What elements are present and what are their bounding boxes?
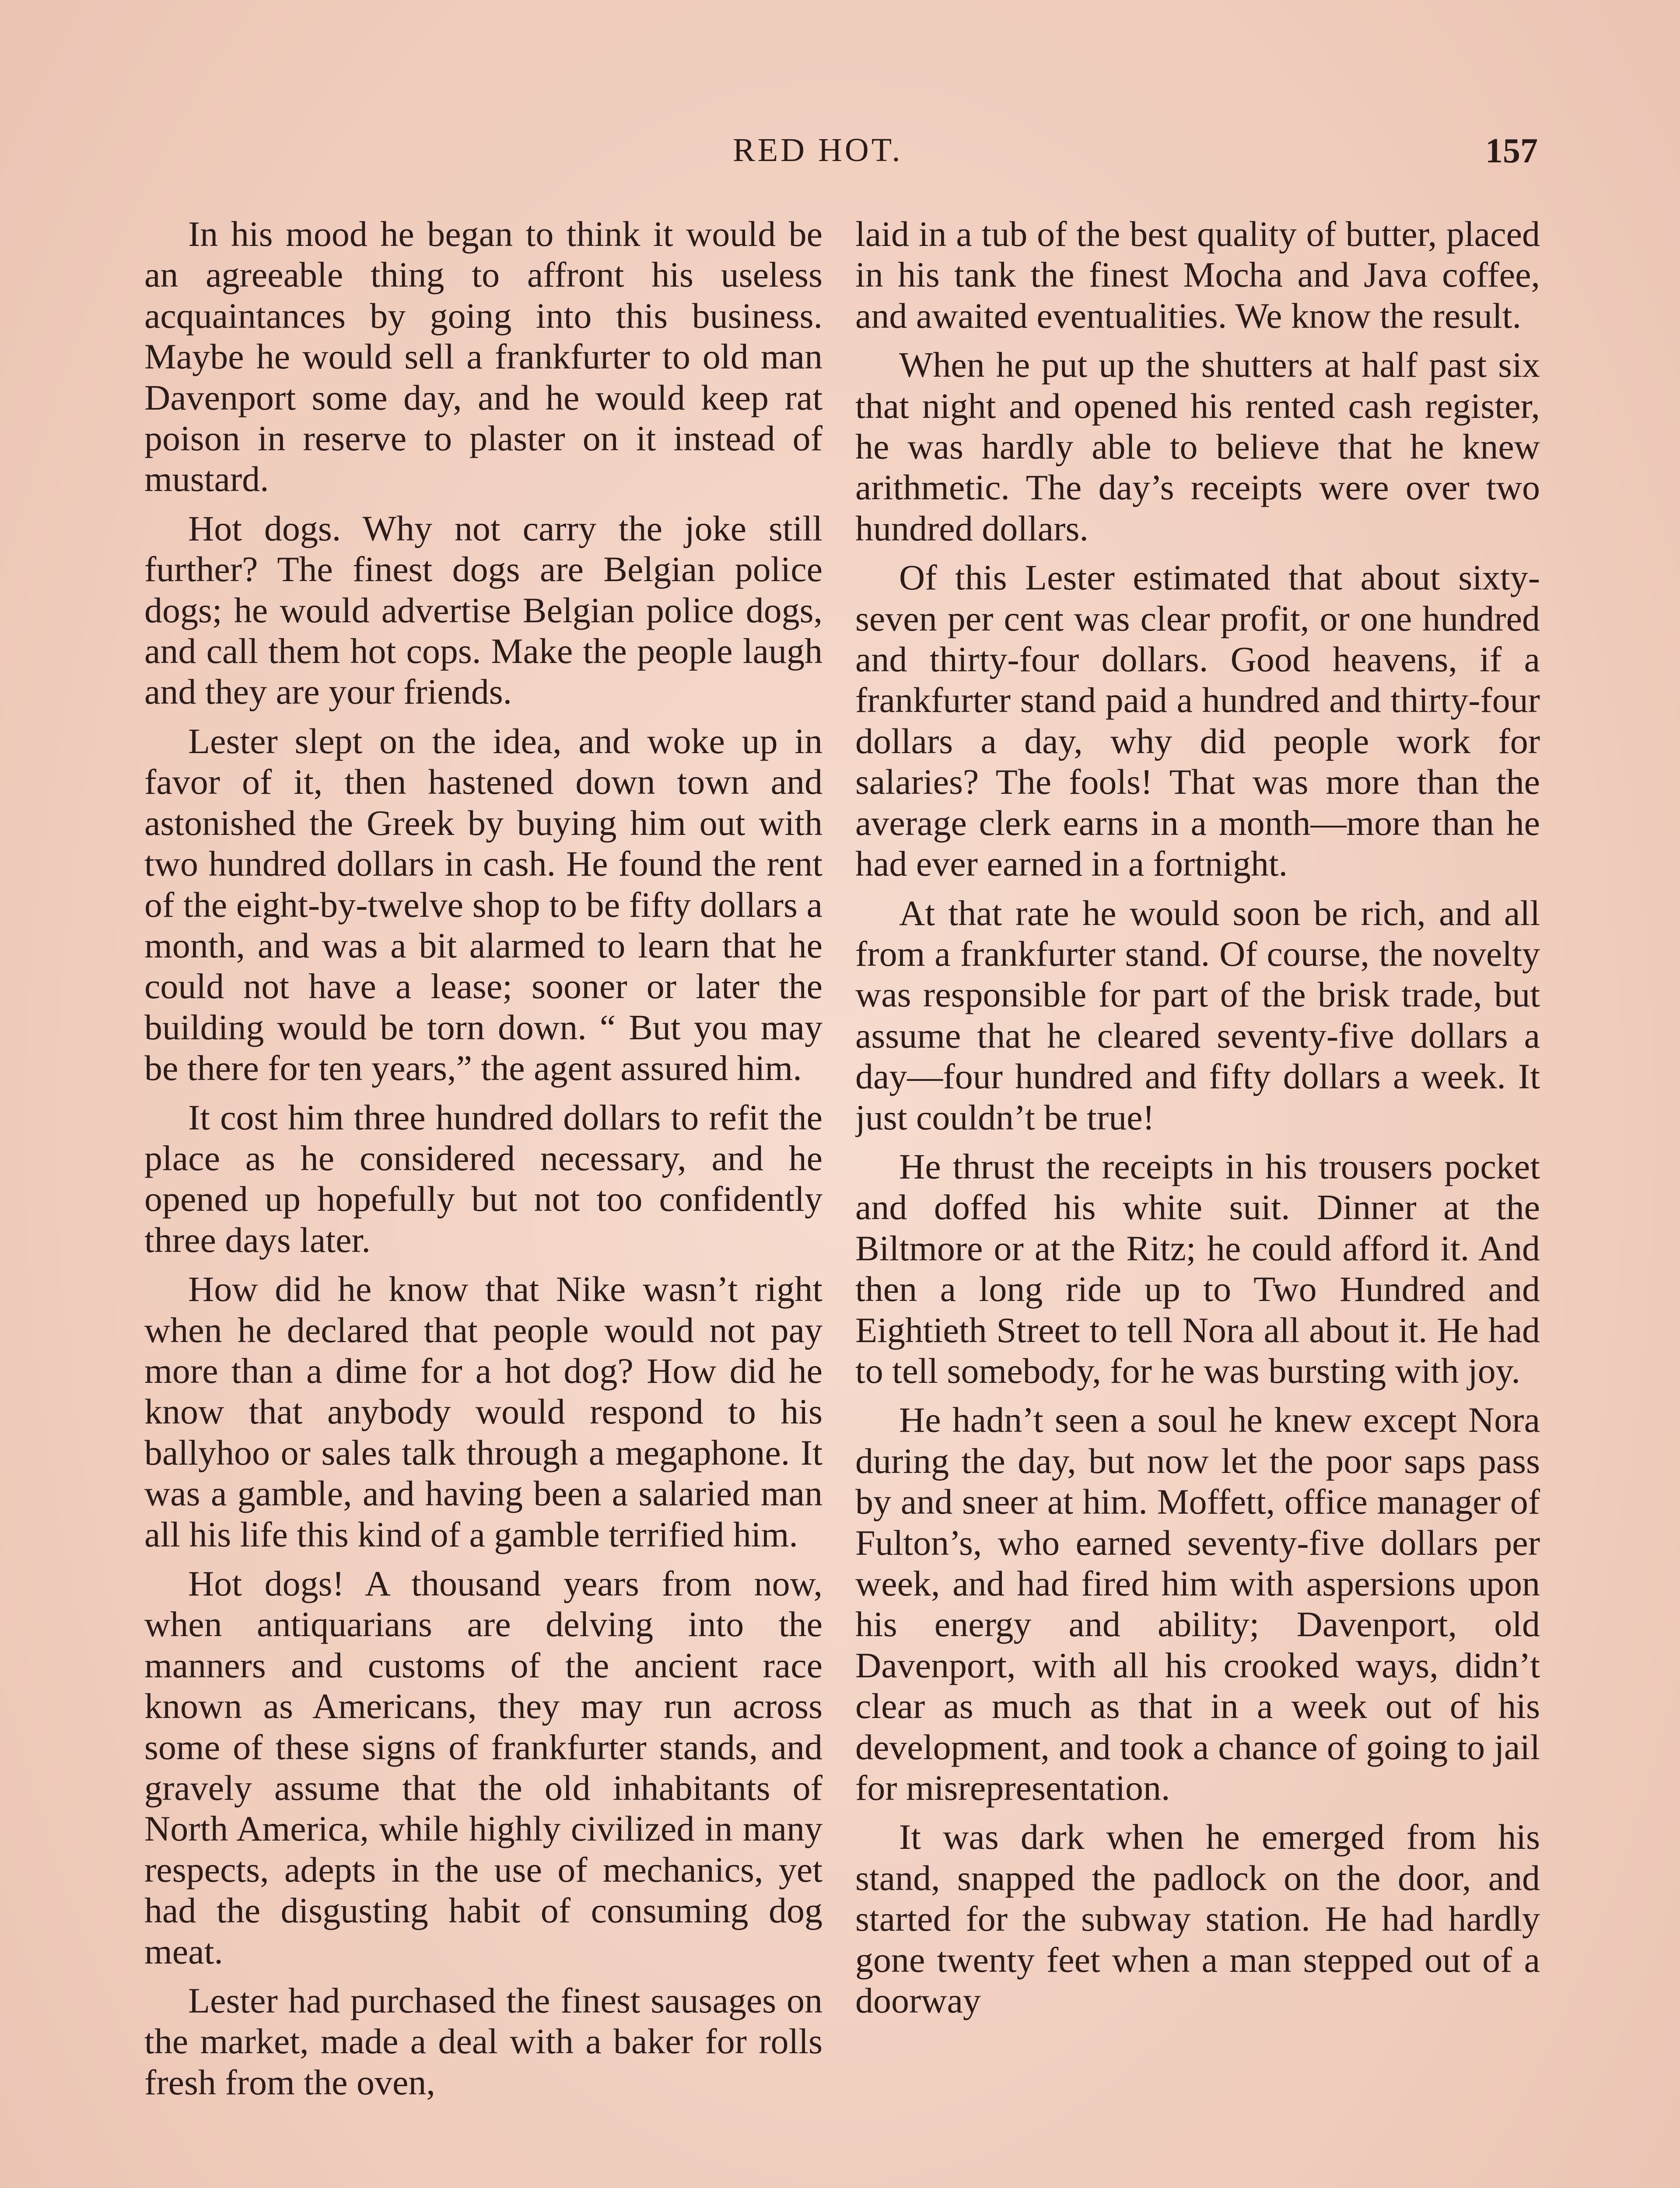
- paragraph: Hot dogs! A thousand years from now, when antiquarians are delving into the manners and customs of the ancient race known as Americans, they may run across some of these signs of frankfurter stands, and gravely assume that the old inhabitants of North America, while highly civilized in many respects, adepts in the use of mechanics, yet had the disgusting habit of consuming dog meat.: [144, 1564, 822, 1971]
- paragraph: In his mood he began to think it would be an agreeable thing to affront his useless acquaintances by going into this business. Maybe he would sell a frankfurter to old man Davenport some day, and he would keep rat poison in reserve to plaster on it instead of mustard.: [144, 214, 822, 499]
- paragraph: It was dark when he emerged from his stand, snapped the padlock on the door, and started for the subway station. He had hardly gone twenty feet when a man stepped out of a doorway: [855, 1817, 1540, 2021]
- paragraph: Lester slept on the idea, and woke up in favor of it, then hastened down town and astonished the Greek by buying him out with two hundred dollars in cash. He found the rent of the eight-by-twelve shop to be fifty dollars a month, and was a bit alarmed to learn that he could not have a lease; sooner or later the building would be torn down. “ But you may be there for ten years,” the agent assured him.: [144, 721, 822, 1088]
- paragraph: It cost him three hundred dollars to refit the place as he considered necessary, and he opened up hopefully but not too confidently three days later.: [144, 1097, 822, 1260]
- paragraph: He thrust the receipts in his trousers pocket and doffed his white suit. Dinner at the Biltmore or at the Ritz; he could afford it. And then a long ride up to Two Hundred and Eightieth Street to tell Nora all about it. He had to tell somebody, for he was bursting with joy.: [855, 1146, 1540, 1391]
- paragraph-continued: laid in a tub of the best quality of butter, placed in his tank the finest Mocha and Java coffee, and awaited eventualities. We know the result.: [855, 214, 1540, 336]
- page-number: 157: [1485, 132, 1538, 170]
- paragraph: Hot dogs. Why not carry the joke still further? The finest dogs are Belgian police dogs; he would advertise Belgian police dogs, and call them hot cops. Make the people laugh and they are your friends.: [144, 508, 822, 712]
- paragraph: At that rate he would soon be rich, and all from a frankfurter stand. Of course, the novelty was responsible for part of the brisk trade, but assume that he cleared seventy-five dollars a day—four hundred and fifty dollars a week. It just couldn’t be true!: [855, 893, 1540, 1137]
- page-header: [0, 131, 1680, 184]
- paragraph: Of this Lester estimated that about sixty-seven per cent was clear profit, or one hundred and thirty-four dollars. Good heavens, if a frankfurter stand paid a hundred and thirty-four dollars a day, why did people work for salaries? The fools! That was more than the average clerk earns in a month—more than he had ever earned in a fortnight.: [855, 558, 1540, 884]
- paragraph: Lester had purchased the finest sausages on the market, made a deal with a baker for rolls fresh from the oven,: [144, 1981, 822, 2102]
- left-column: [144, 214, 822, 2188]
- paragraph: When he put up the shutters at half past six that night and opened his rented cash register, he was hardly able to believe that he knew arithmetic. The day’s receipts were over two hundred dollars.: [855, 345, 1540, 548]
- running-title: RED HOT.: [733, 132, 903, 168]
- paragraph: How did he know that Nike wasn’t right when he declared that people would not pay more than a dime for a hot dog? How did he know that anybody would respond to his ballyhoo or sales talk through a megaphone. It was a gamble, and having been a salaried man all his life this kind of a gamble terrified him.: [144, 1269, 822, 1554]
- paragraph: He hadn’t seen a soul he knew except Nora during the day, but now let the poor saps pass by and sneer at him. Moffett, office manager of Fulton’s, who earned seventy-five dollars per week, and had fired him with aspersions upon his energy and ability; Davenport, old Davenport, with all his crooked ways, didn’t clear as much as that in a week out of his development, and took a chance of going to jail for misrepresentation.: [855, 1400, 1540, 1808]
- right-column: [855, 214, 1540, 2188]
